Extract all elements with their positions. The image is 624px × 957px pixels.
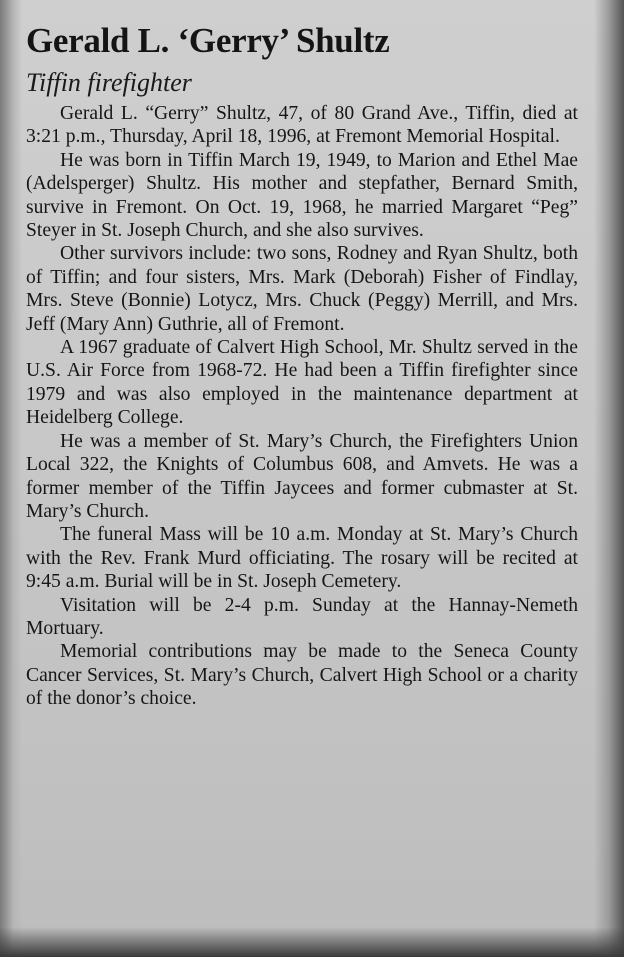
paragraph-survivors: Other survivors include: two sons, Rodney and Ryan Shultz, both of Tiffin; and four sisters, Mrs. Mark (Deborah) Fisher of Findlay, Mrs. Steve (Bonnie) Lotycz, Mrs. Chuck (Peggy) Merrill, and Mrs. Jeff (Mary Ann) Guthrie, all of Fremont. (26, 243, 578, 335)
obituary-subtitle: Tiffin firefighter (26, 68, 192, 97)
paragraph-career: A 1967 graduate of Calvert High School, Mr. Shultz served in the U.S. Air Force from 1968-72. He had been a Tiffin firefighter since 1979 and was also employed in the maintenance department at Heidelberg College. (26, 337, 578, 429)
obituary-body (26, 102, 578, 711)
paragraph-funeral: The funeral Mass will be 10 a.m. Monday at St. Mary’s Church with the Rev. Frank Murd officiating. The rosary will be recited at 9:45 a.m. Burial will be in St. Joseph Cemetery. (26, 524, 578, 593)
left-shadow (0, 0, 22, 957)
obituary-headline: Gerald L. ‘Gerry’ Shultz (26, 21, 390, 60)
paragraph-birth-family: He was born in Tiffin March 19, 1949, to Marion and Ethel Mae (Adelsperger) Shultz. His mother and stepfather, Bernard Smith, survive in Fremont. On Oct. 19, 1968, he married Margaret “Peg” Steyer in St. Joseph Church, and she also survives. (26, 149, 578, 242)
paragraph-visitation: Visitation will be 2-4 p.m. Sunday at the Hannay-Nemeth Mortuary. (26, 594, 578, 639)
bottom-shadow (0, 927, 624, 957)
paragraph-memorials: Memorial contributions may be made to the Seneca County Cancer Services, St. Mary’s Church, Calvert High School or a charity of the donor’s choice. (26, 641, 578, 710)
right-shadow (594, 0, 624, 957)
paragraph-memberships: He was a member of St. Mary’s Church, the Firefighters Union Local 322, the Knights of Columbus 608, and Amvets. He was a former member of the Tiffin Jaycees and former cubmaster at St. Mary’s Church. (26, 430, 578, 522)
paragraph-death-notice: Gerald L. “Gerry” Shultz, 47, of 80 Grand Ave., Tiffin, died at 3:21 p.m., Thursday, April 18, 1996, at Fremont Memorial Hospital. (26, 103, 578, 148)
